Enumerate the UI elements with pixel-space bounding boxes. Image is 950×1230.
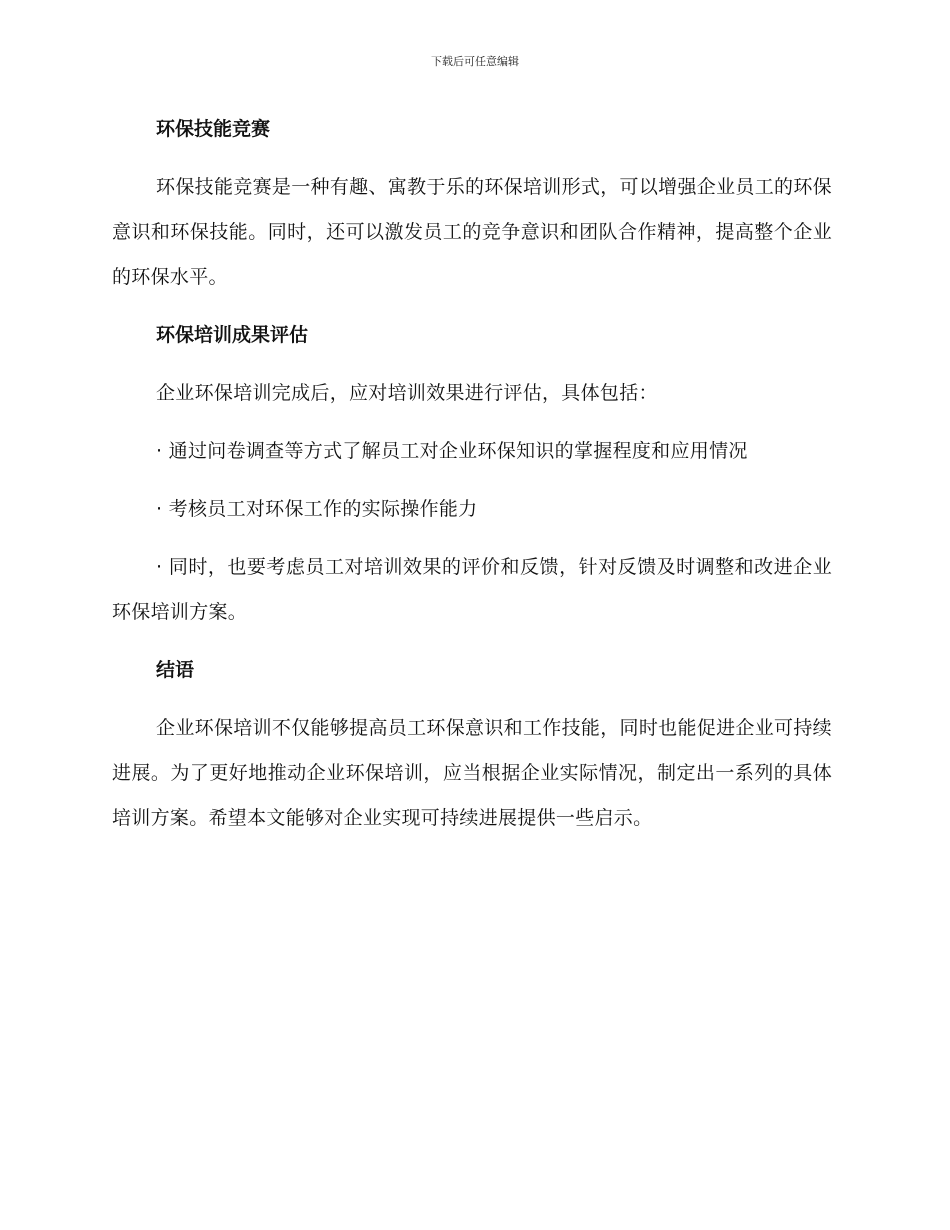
section-heading-conclusion: 结语 [156, 659, 195, 681]
page-header-note: 下载后可任意编辑 [431, 55, 519, 68]
document-body [112, 107, 832, 854]
section-heading-evaluation: 环保培训成果评估 [156, 324, 309, 346]
section-heading-competition: 环保技能竞赛 [156, 118, 271, 140]
evaluation-bullet-2: · 考核员工对环保工作的实际操作能力 [156, 498, 478, 520]
evaluation-bullet-3: · 同时，也要考虑员工对培训效果的评价和反馈，针对反馈及时调整和改进企业环保培训方案。 [112, 556, 832, 623]
evaluation-intro-paragraph: 企业环保培训完成后，应对培训效果进行评估，具体包括： [156, 382, 658, 404]
competition-paragraph: 环保技能竞赛是一种有趣、寓教于乐的环保培训形式，可以增强企业员工的环保意识和环保技能。同时，还可以激发员工的竞争意识和团队合作精神，提高整个企业的环保水平。 [112, 176, 832, 288]
conclusion-paragraph: 企业环保培训不仅能够提高员工环保意识和工作技能，同时也能促进企业可持续进展。为了更好地推动企业环保培训，应当根据企业实际情况，制定出一系列的具体培训方案。希望本文能够对企业实现可持续进展提供一些启示。 [112, 717, 832, 829]
evaluation-bullet-1: · 通过问卷调查等方式了解员工对企业环保知识的掌握程度和应用情况 [156, 440, 748, 462]
